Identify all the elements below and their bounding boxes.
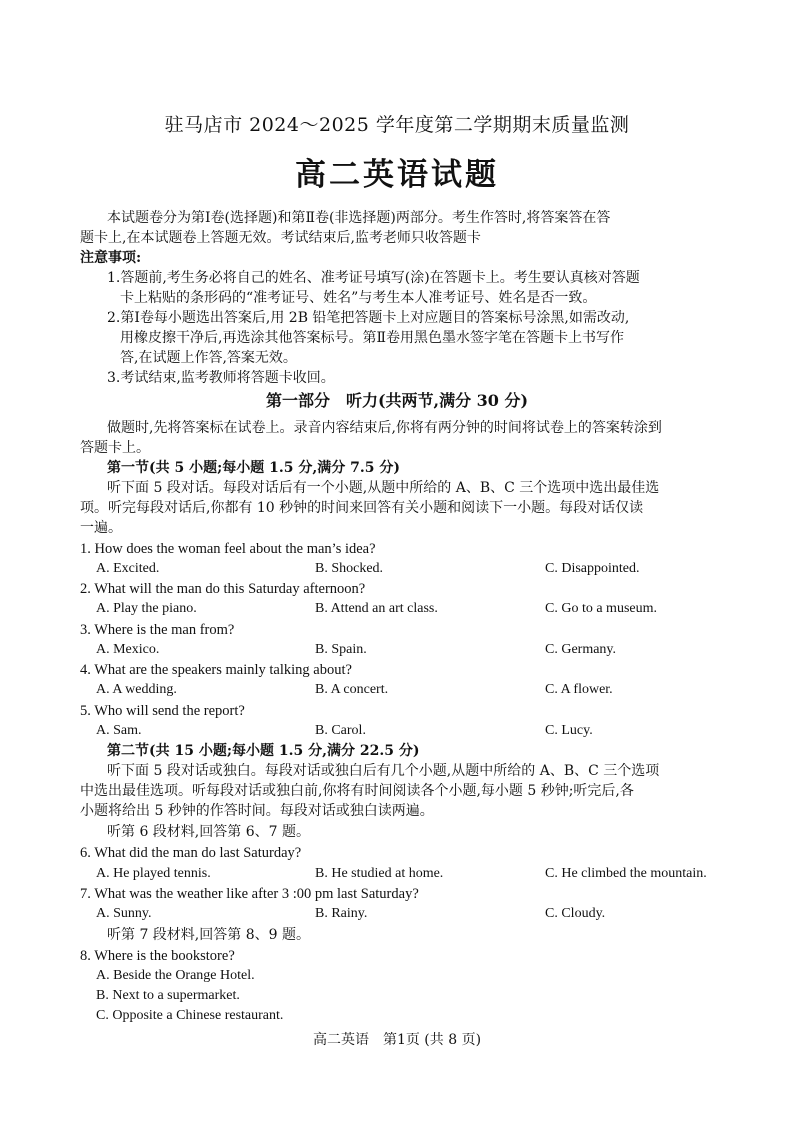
section2-instruction-line-3: 小题将给出 5 秒钟的作答时间。每段对话或独白读两遍。	[80, 803, 434, 819]
q8-option-b: B. Next to a supermarket.	[96, 988, 240, 1003]
question-6: 6. What did the man do last Saturday?	[80, 845, 302, 861]
section1-instruction-line-3: 一遍。	[80, 520, 122, 536]
q6-option-a: A. He played tennis.	[96, 866, 211, 881]
question-3: 3. Where is the man from?	[80, 622, 235, 638]
question-1: 1. How does the woman feel about the man’s idea?	[80, 541, 376, 557]
question-4: 4. What are the speakers mainly talking about?	[80, 662, 352, 678]
q7-option-c: C. Cloudy.	[545, 906, 606, 921]
part1-intro-line-2: 答题卡上。	[80, 440, 150, 456]
intro-line-1: 本试题卷分为第Ⅰ卷(选择题)和第Ⅱ卷(非选择题)两部分。考生作答时,将答案答在答	[107, 210, 611, 226]
q1-option-a: A. Excited.	[96, 561, 160, 576]
q6-option-b: B. He studied at home.	[315, 866, 444, 881]
section1-heading: 第一节(共 5 小题;每小题 1.5 分,满分 7.5 分)	[107, 460, 400, 476]
material-7-note: 听第 7 段材料,回答第 8、9 题。	[107, 927, 310, 943]
page-footer: 高二英语 第1页 (共 8 页)	[312, 1032, 482, 1048]
notice-item-2-line-1: 2.第Ⅰ卷每小题选出答案后,用 2B 铅笔把答题卡上对应题目的答案标号涂黑,如需改动,	[107, 310, 630, 326]
notice-item-1-line-2: 卡上粘贴的条形码的“准考证号、姓名”与考生本人准考证号、姓名是否一致。	[120, 290, 597, 306]
section2-instruction-line-2: 中选出最佳选项。听每段对话或独白前,你将有时间阅读各个小题,每小题 5 秒钟;听完后,各	[80, 783, 634, 799]
q3-option-c: C. Germany.	[545, 642, 617, 657]
question-2: 2. What will the man do this Saturday afternoon?	[80, 581, 366, 597]
q2-option-a: A. Play the piano.	[96, 601, 197, 616]
q2-option-c: C. Go to a museum.	[545, 601, 657, 616]
q5-option-b: B. Carol.	[315, 723, 366, 738]
question-5: 5. Who will send the report?	[80, 703, 245, 719]
notice-item-1-line-1: 1.答题前,考生务必将自己的姓名、准考证号填写(涂)在答题卡上。考生要认真核对答题	[107, 270, 640, 286]
exam-subtitle: 驻马店市 2024～2025 学年度第二学期期末质量监测	[164, 114, 630, 136]
section1-instruction-line-1: 听下面 5 段对话。每段对话后有一个小题,从题中所给的 A、B、C 三个选项中选出最佳选	[107, 480, 660, 496]
q3-option-a: A. Mexico.	[96, 642, 160, 657]
q4-option-a: A. A wedding.	[96, 682, 177, 697]
section2-instruction-line-1: 听下面 5 段对话或独白。每段对话或独白后有几个小题,从题中所给的 A、B、C 三个选项	[107, 763, 660, 779]
q7-option-b: B. Rainy.	[315, 906, 368, 921]
notice-item-2-line-3: 答,在试题上作答,答案无效。	[120, 350, 297, 366]
q3-option-b: B. Spain.	[315, 642, 367, 657]
question-8: 8. Where is the bookstore?	[80, 948, 235, 964]
q6-option-c: C. He climbed the mountain.	[545, 866, 707, 881]
notice-heading: 注意事项:	[80, 250, 142, 266]
q4-option-c: C. A flower.	[545, 682, 613, 697]
intro-line-2: 题卡上,在本试题卷上答题无效。考试结束后,监考老师只收答题卡	[80, 230, 481, 246]
notice-item-2-line-2: 用橡皮擦干净后,再选涂其他答案标号。第Ⅱ卷用黑色墨水签字笔在答题卡上书写作	[120, 330, 624, 346]
section1-instruction-line-2: 项。听完每段对话后,你都有 10 秒钟的时间来回答有关小题和阅读下一小题。每段对话仅读	[80, 500, 644, 516]
exam-title: 高二英语试题	[295, 157, 499, 193]
q7-option-a: A. Sunny.	[96, 906, 152, 921]
part1-intro-line-1: 做题时,先将答案标在试卷上。录音内容结束后,你将有两分钟的时间将试卷上的答案转涂到	[107, 420, 662, 436]
notice-item-3: 3.考试结束,监考教师将答题卡收回。	[107, 370, 335, 386]
section2-heading: 第二节(共 15 小题;每小题 1.5 分,满分 22.5 分)	[107, 743, 420, 759]
material-6-note: 听第 6 段材料,回答第 6、7 题。	[107, 824, 310, 840]
q8-option-c: C. Opposite a Chinese restaurant.	[96, 1008, 284, 1023]
q4-option-b: B. A concert.	[315, 682, 389, 697]
q2-option-b: B. Attend an art class.	[315, 601, 438, 616]
q1-option-b: B. Shocked.	[315, 561, 384, 576]
q8-option-a: A. Beside the Orange Hotel.	[96, 968, 255, 983]
q5-option-c: C. Lucy.	[545, 723, 593, 738]
question-7: 7. What was the weather like after 3 :00 pm last Saturday?	[80, 886, 419, 902]
q1-option-c: C. Disappointed.	[545, 561, 640, 576]
part1-heading: 第一部分 听力(共两节,满分 30 分)	[265, 391, 529, 410]
q5-option-a: A. Sam.	[96, 723, 142, 738]
